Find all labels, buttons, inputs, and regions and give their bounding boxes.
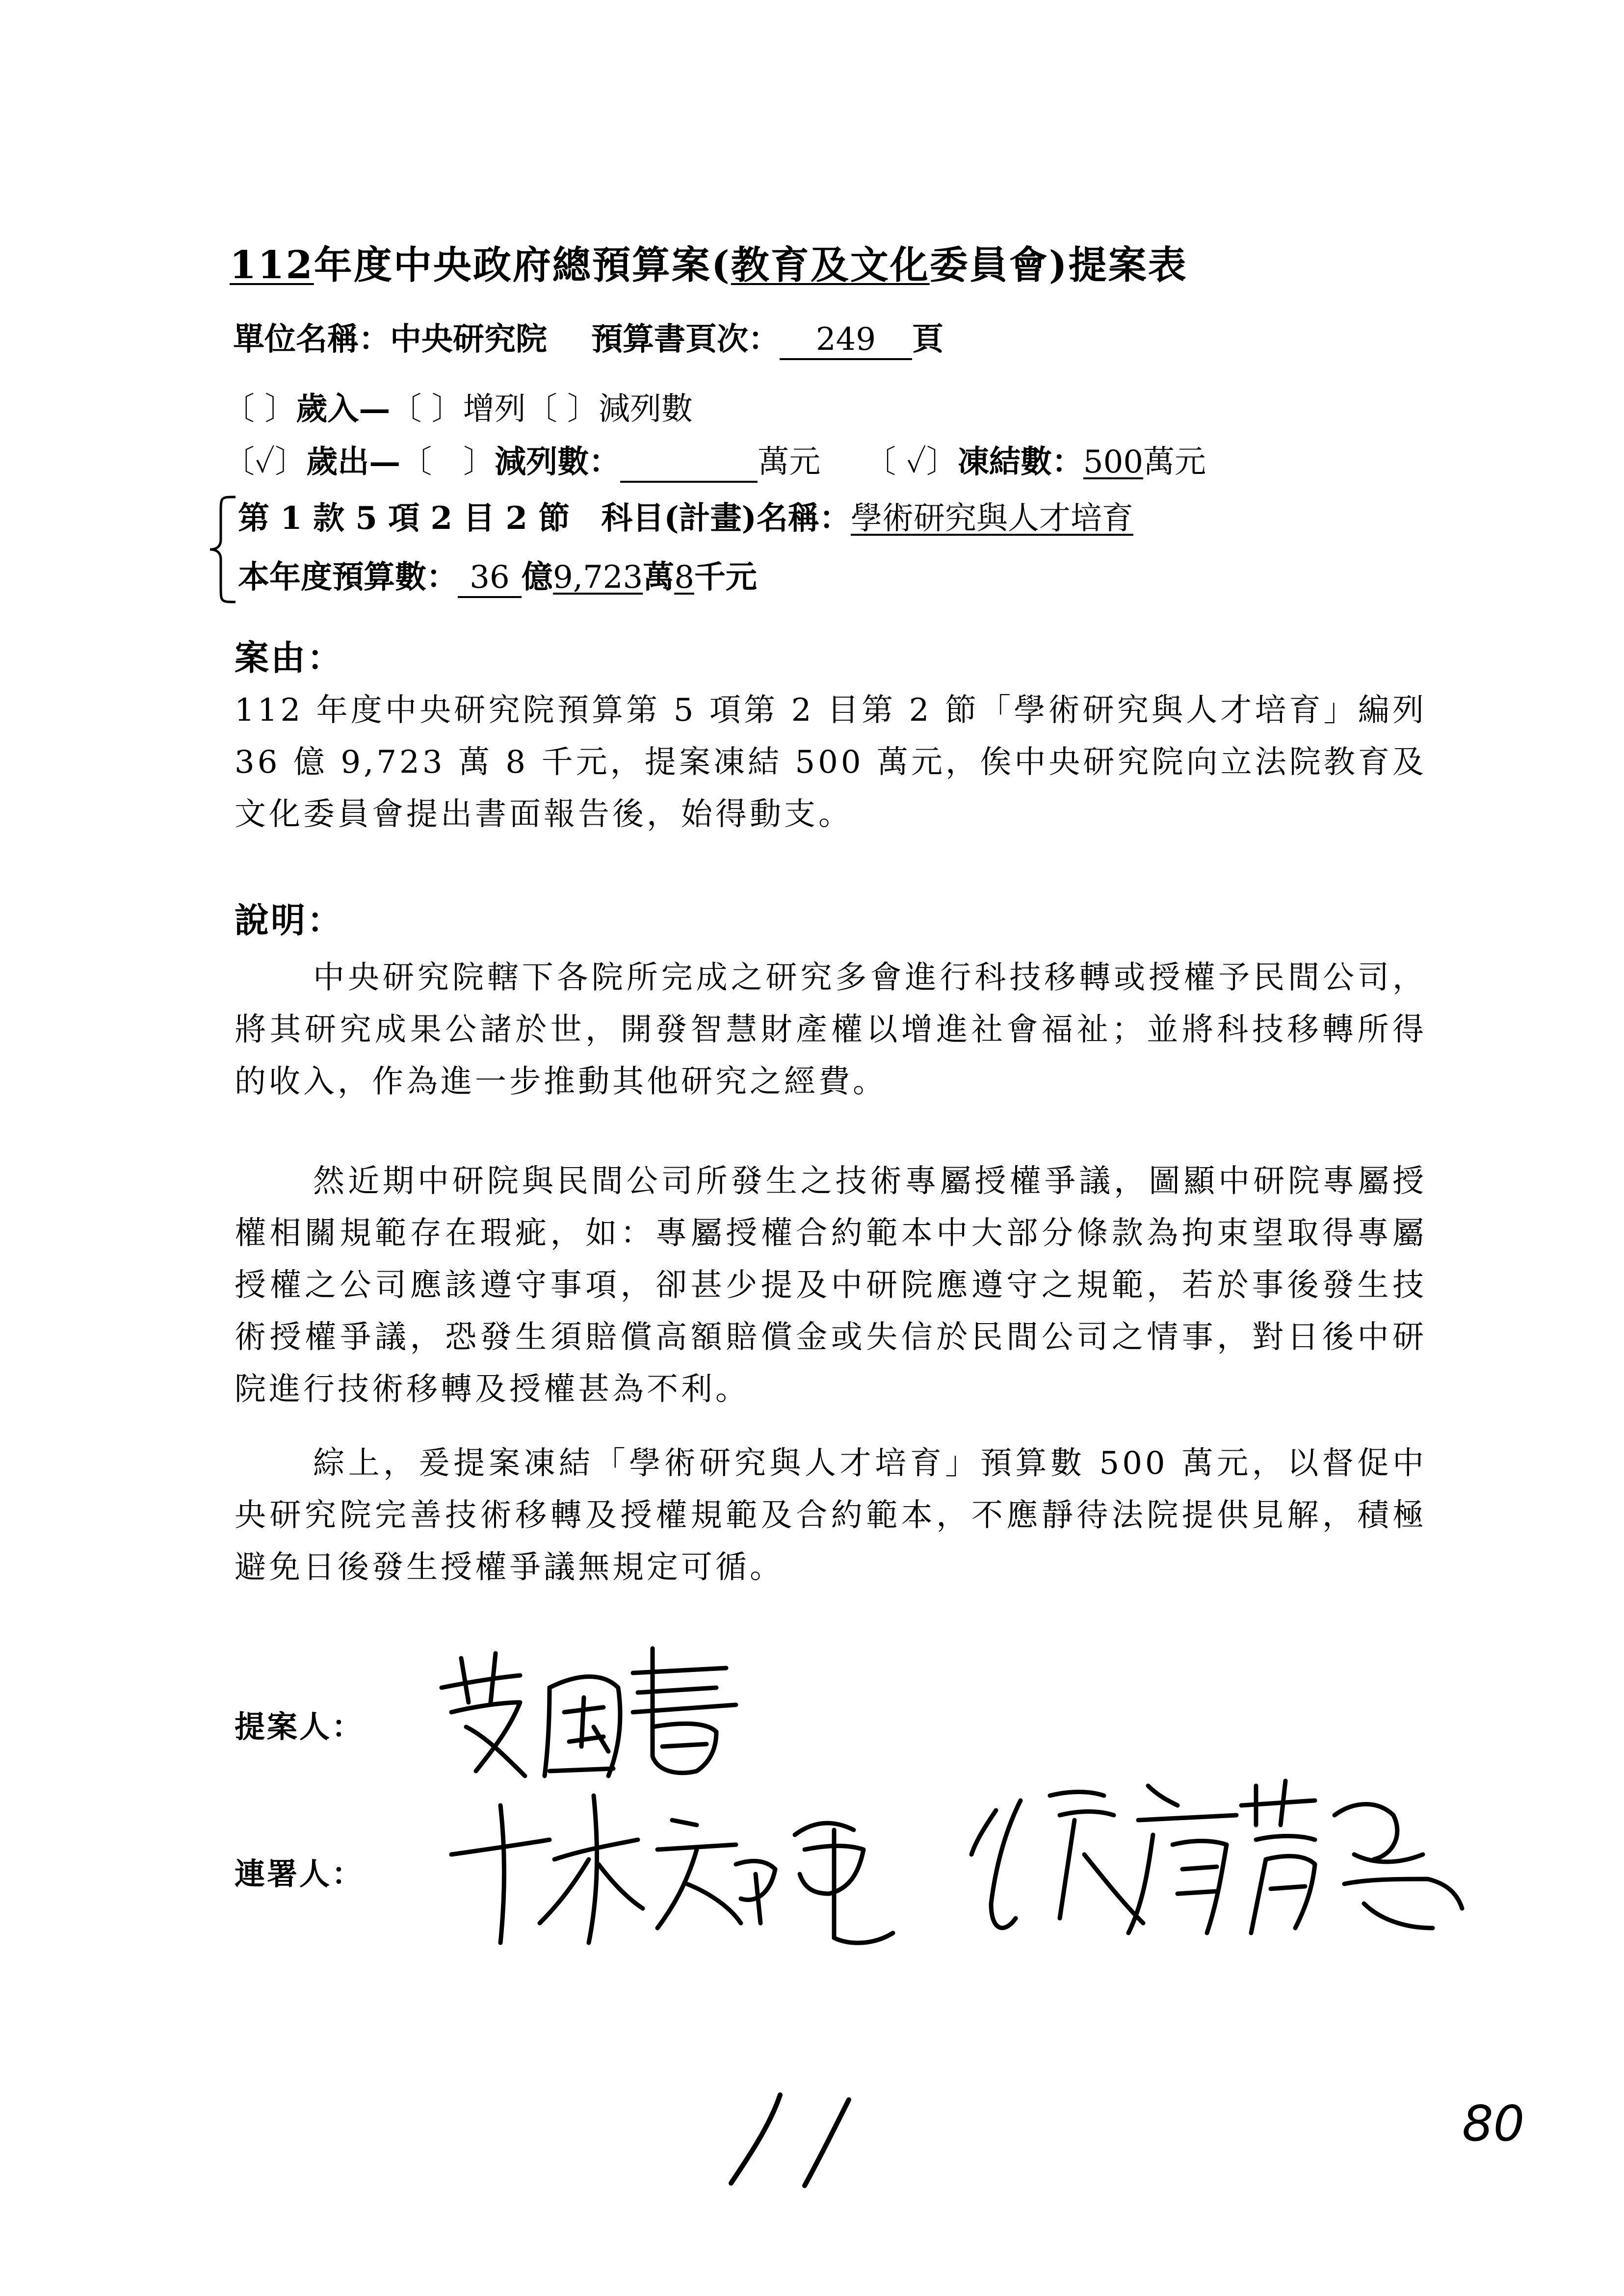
reduce-checkbox: 〔 〕 bbox=[400, 444, 495, 480]
revenue-decrease-option: 〔 〕減列數 bbox=[525, 391, 693, 427]
cosigner-signature-1 bbox=[442, 1776, 903, 1962]
explanation-paragraph: 中央研究院轄下各院所完成之研究多會進行科技移轉或授權予民間公司，將其研究成果公諸於世，開發智慧財產權以增進社會福祉；並將科技移轉所得的收入，作為進一步推動其他研究之經費。 bbox=[235, 960, 1427, 1100]
freeze-checkbox: 〔 ✓〕 bbox=[864, 444, 958, 480]
explanation-heading: 說明： bbox=[235, 900, 343, 940]
revenue-checkbox: 〔 〕 bbox=[223, 391, 296, 427]
expense-label: 歲出— bbox=[306, 444, 401, 480]
revenue-increase-option: 〔 〕增列 bbox=[390, 391, 526, 427]
case-body: 112 年度中央研究院預算第 5 項第 2 目第 2 節「學術研究與人才培育」編列 36 億 9,723 萬 8 千元，提案凍結 500 萬元，俟中央研究院向立法院教育及文化委員會提出書面報告後，始得動支。 bbox=[235, 692, 1427, 833]
budget-qian-unit: 千元 bbox=[694, 559, 757, 596]
explanation-paragraph: 然近期中研院與民間公司所發生之技術專屬授權爭議，圖顯中研院專屬授權相關規範存在瑕疵，如：專屬授權合約範本中大部分條款為拘束望取得專屬授權之公司應該遵守事項，卻甚少提及中研院應遵守之規範，若於事後發生技術授權爭議，恐發生須賠償高額賠償金或失信於民間公司之情事，對日後中研院進行技術移轉及授權甚為不利。 bbox=[235, 1163, 1427, 1408]
budget-page-suffix: 頁 bbox=[912, 321, 943, 358]
title-text-a: 年度中央政府總預算案( bbox=[314, 243, 731, 287]
cosigner-label: 連署人： bbox=[235, 1856, 365, 1892]
title-year: 112 bbox=[230, 243, 314, 287]
revenue-label: 歲入— bbox=[296, 391, 391, 427]
unit-line bbox=[233, 314, 943, 360]
handwritten-mark bbox=[721, 2085, 878, 2193]
freeze-unit: 萬元 bbox=[1143, 444, 1206, 480]
section-text: 第 1 款 5 項 2 目 2 節 科目(計畫)名稱： bbox=[238, 500, 851, 537]
budget-yi-unit: 億 bbox=[522, 559, 553, 596]
budget-line bbox=[238, 552, 757, 598]
case-heading: 案由： bbox=[235, 637, 343, 678]
budget-label: 本年度預算數： bbox=[238, 559, 458, 596]
unit-label: 單位名稱：中央研究院 bbox=[233, 321, 547, 358]
expense-checkbox: 〔✓〕 bbox=[223, 444, 307, 480]
title-committee: 教育及文化 bbox=[731, 243, 930, 287]
cosigner-signature-2 bbox=[962, 1756, 1492, 1992]
proposer-signature bbox=[422, 1629, 775, 1791]
proposer-label: 提案人： bbox=[235, 1709, 365, 1745]
budget-page-label: 預算書頁次： bbox=[591, 321, 780, 358]
explanation-paragraph: 綜上，爰提案凍結「學術研究與人才培育」預算數 500 萬元，以督促中央研究院完善技術移轉及授權規範及合約範本，不應靜待法院提供見解，積極避免日後發生授權爭議無規定可循。 bbox=[235, 1445, 1427, 1586]
freeze-value: 500 bbox=[1083, 444, 1144, 480]
reduce-unit: 萬元 bbox=[758, 444, 821, 480]
budget-qian-value: 8 bbox=[674, 559, 694, 596]
bracket-decoration bbox=[206, 493, 240, 606]
document-title bbox=[230, 235, 1188, 289]
budget-page-number: 249 bbox=[780, 324, 912, 360]
reduce-amount-blank bbox=[620, 446, 758, 483]
page-number: 80 bbox=[1462, 2095, 1525, 2152]
budget-yi-value: 36 bbox=[458, 562, 522, 598]
budget-wan-unit: 萬 bbox=[643, 559, 675, 596]
reduce-label: 減列數： bbox=[495, 444, 621, 480]
budget-wan-value: 9,723 bbox=[553, 559, 643, 596]
expense-line bbox=[223, 437, 1206, 483]
program-name: 學術研究與人才培育 bbox=[850, 500, 1133, 537]
section-line bbox=[238, 493, 1133, 538]
freeze-label: 凍結數： bbox=[957, 444, 1083, 480]
revenue-line bbox=[223, 384, 693, 429]
title-text-b: 委員會)提案表 bbox=[929, 243, 1188, 287]
